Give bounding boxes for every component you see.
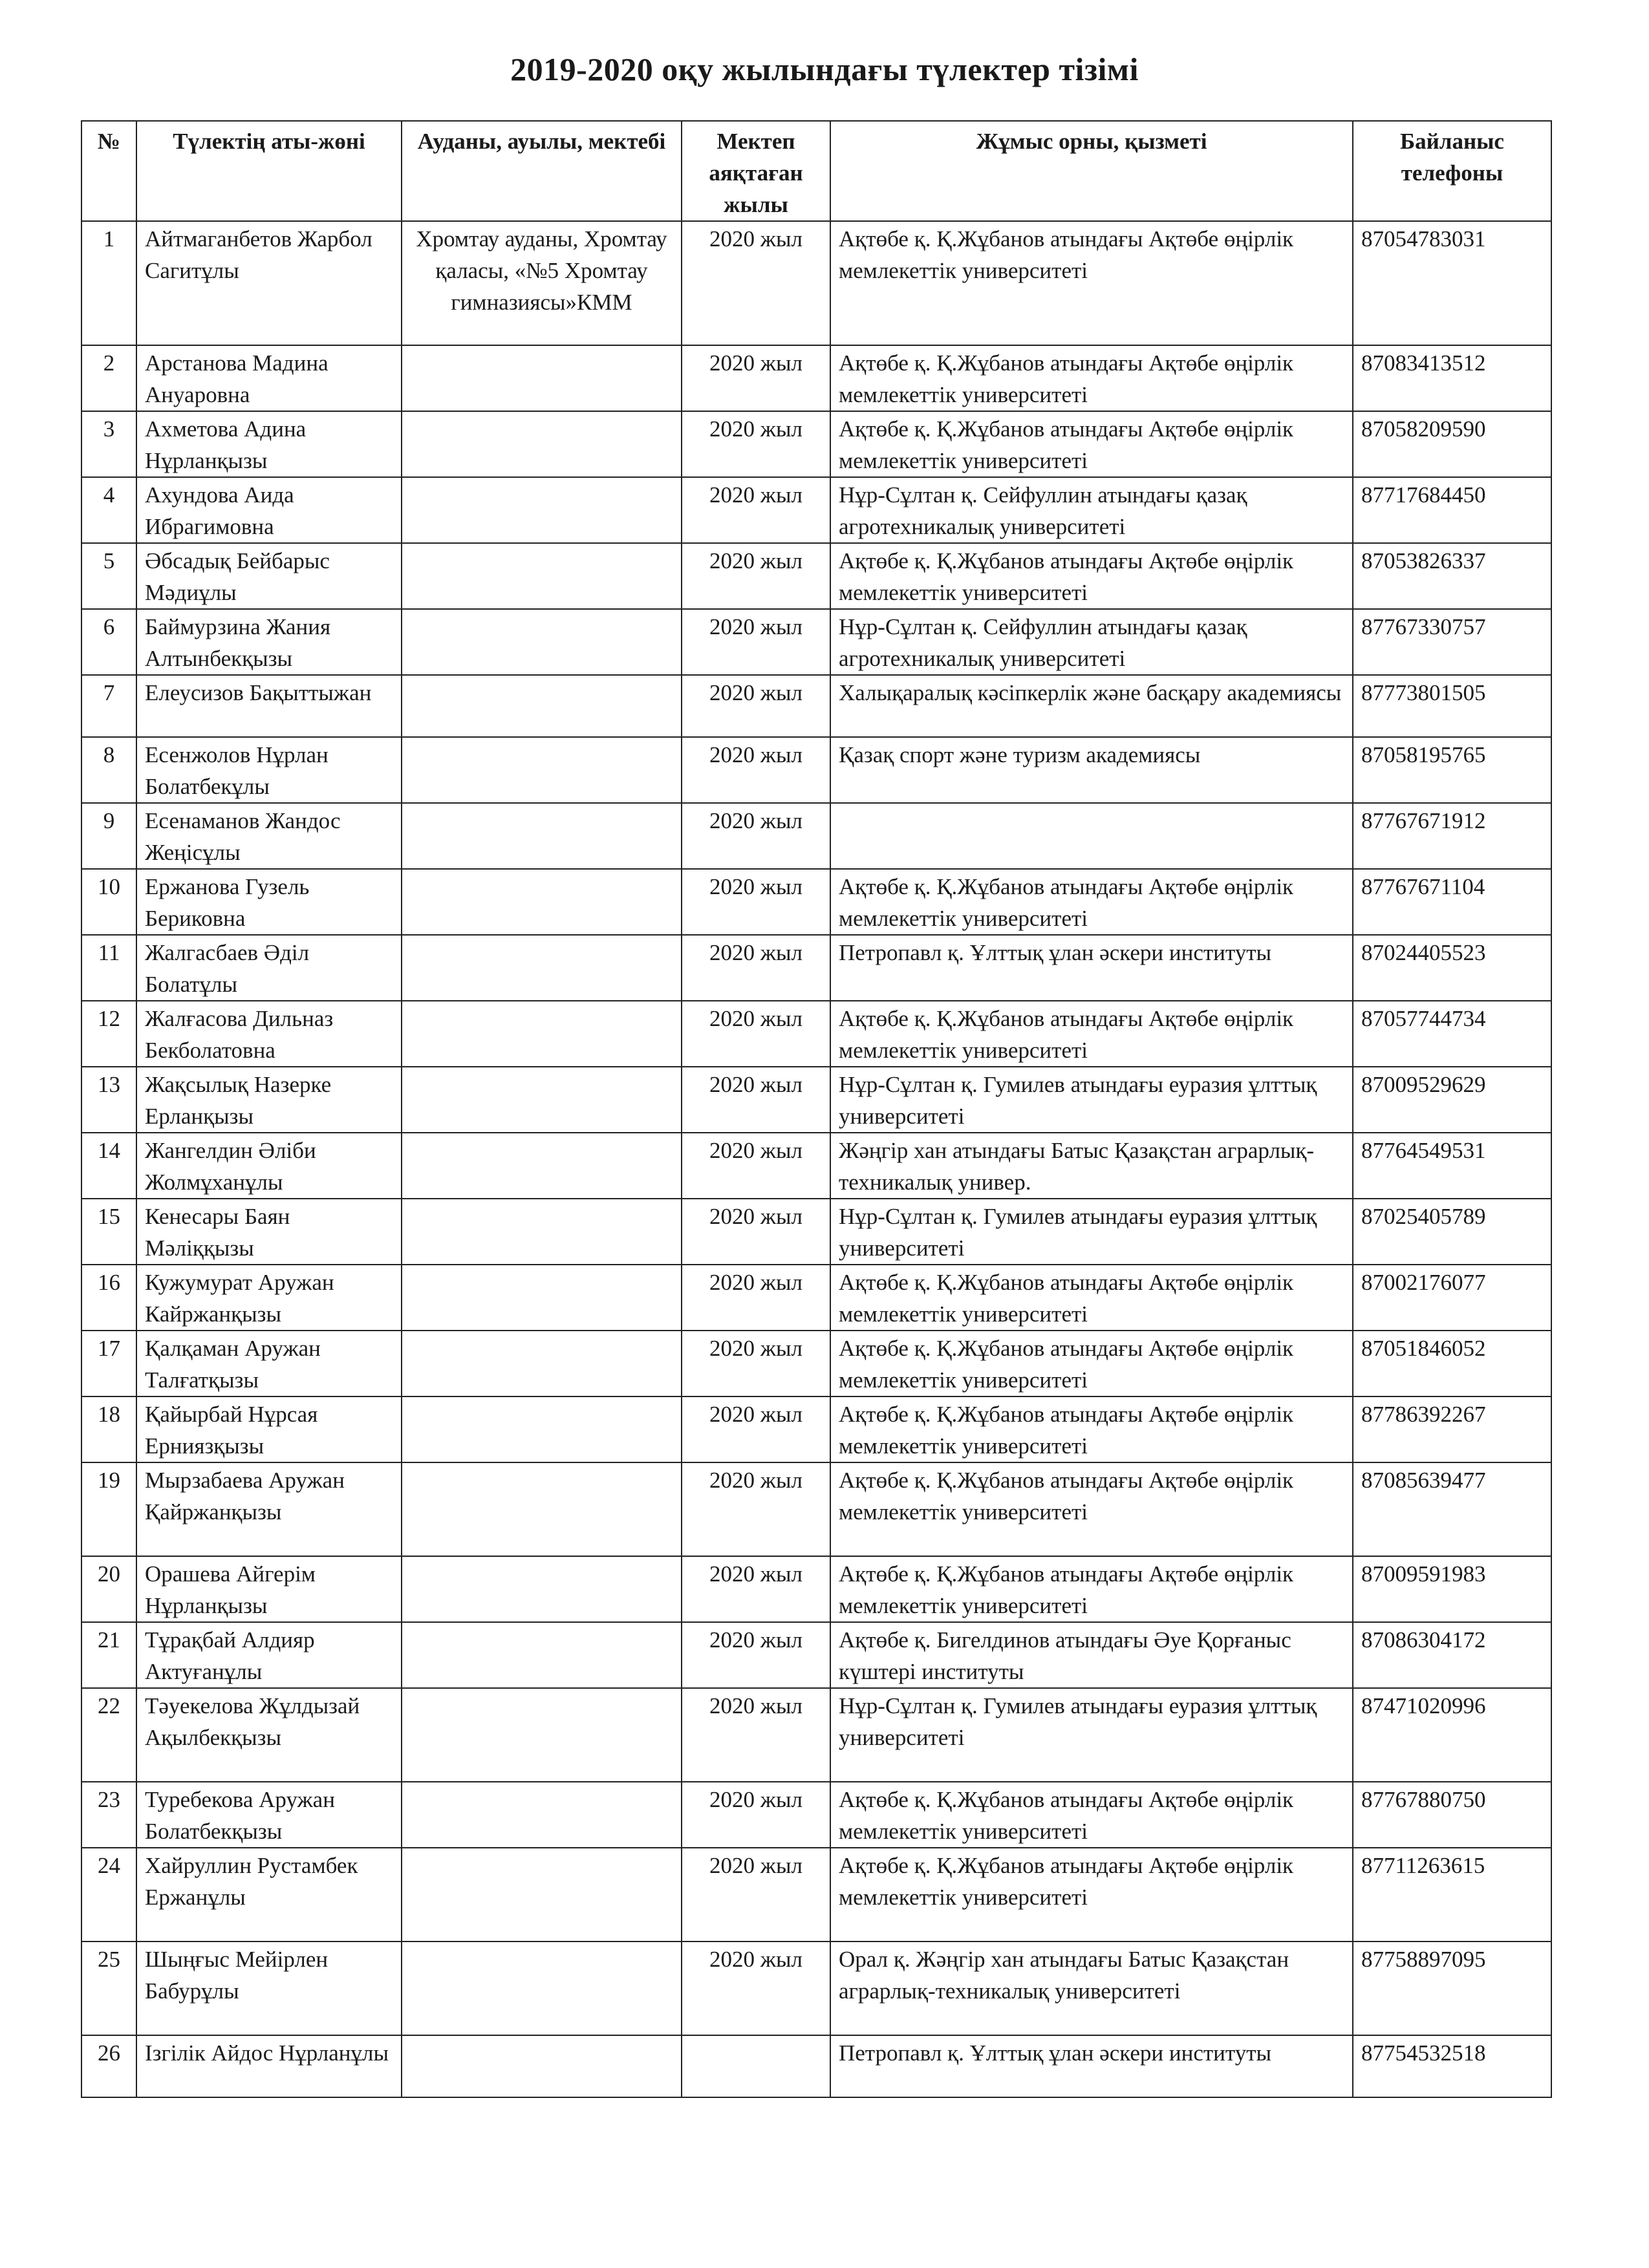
row-year: 2020 жыл [682, 803, 830, 869]
row-year: 2020 жыл [682, 1462, 830, 1556]
row-phone: 87758897095 [1353, 1942, 1551, 2035]
row-num: 13 [81, 1067, 136, 1133]
row-year: 2020 жыл [682, 609, 830, 675]
row-num: 24 [81, 1848, 136, 1942]
header-name: Түлектің аты-жөні [136, 121, 402, 221]
row-work: Ақтөбе қ. Қ.Жұбанов атындағы Ақтөбе өңірлік мемлекеттік университеті [830, 1782, 1353, 1848]
header-school: Ауданы, ауылы, мектебі [402, 121, 682, 221]
row-name: Хайруллин Рустамбек Ержанұлы [136, 1848, 402, 1942]
table-row [81, 1782, 1551, 1848]
row-num: 5 [81, 543, 136, 609]
row-phone: 87009529629 [1353, 1067, 1551, 1133]
row-num: 4 [81, 477, 136, 543]
row-name: Туребекова Аружан Болатбекқызы [136, 1782, 402, 1848]
row-work: Ақтөбе қ. Қ.Жұбанов атындағы Ақтөбе өңірлік мемлекеттік университеті [830, 1001, 1353, 1067]
table-row [81, 1133, 1551, 1199]
row-num: 17 [81, 1331, 136, 1396]
row-name: Жалғасова Дильназ Бекболатовна [136, 1001, 402, 1067]
row-year: 2020 жыл [682, 1265, 830, 1331]
row-num: 2 [81, 345, 136, 411]
row-num: 12 [81, 1001, 136, 1067]
row-year: 2020 жыл [682, 1396, 830, 1462]
row-work: Ақтөбе қ. Қ.Жұбанов атындағы Ақтөбе өңірлік мемлекеттік университеті [830, 1556, 1353, 1622]
row-name: Ахметова Адина Нұрланқызы [136, 411, 402, 477]
row-name: Тұрақбай Алдияр Актуғанұлы [136, 1622, 402, 1688]
row-work: Ақтөбе қ. Қ.Жұбанов атындағы Ақтөбе өңірлік мемлекеттік университеті [830, 543, 1353, 609]
row-work: Ақтөбе қ. Қ.Жұбанов атындағы Ақтөбе өңірлік мемлекеттік университеті [830, 1396, 1353, 1462]
row-name: Ізгілік Айдос Нұрланұлы [136, 2035, 402, 2097]
row-num: 6 [81, 609, 136, 675]
row-school [402, 1688, 682, 1782]
row-name: Арстанова Мадина Ануаровна [136, 345, 402, 411]
header-work: Жұмыс орны, қызметі [830, 121, 1353, 221]
row-school [402, 1133, 682, 1199]
row-year: 2020 жыл [682, 1942, 830, 2035]
row-name: Жалгасбаев Әділ Болатұлы [136, 935, 402, 1001]
row-school [402, 477, 682, 543]
row-work: Петропавл қ. Ұлттық ұлан әскери институты [830, 935, 1353, 1001]
row-num: 19 [81, 1462, 136, 1556]
row-work: Петропавл қ. Ұлттық ұлан әскери институты [830, 2035, 1353, 2097]
row-work: Нұр-Сұлтан қ. Гумилев атындағы еуразия ұлттық университеті [830, 1199, 1353, 1265]
row-name: Тәуекелова Жұлдызай Ақылбекқызы [136, 1688, 402, 1782]
row-year: 2020 жыл [682, 935, 830, 1001]
row-school [402, 1396, 682, 1462]
row-year: 2020 жыл [682, 1199, 830, 1265]
row-school [402, 411, 682, 477]
row-num: 8 [81, 737, 136, 803]
row-phone: 87083413512 [1353, 345, 1551, 411]
table-row [81, 1942, 1551, 2035]
row-school [402, 609, 682, 675]
row-school [402, 803, 682, 869]
row-year: 2020 жыл [682, 1688, 830, 1782]
row-year: 2020 жыл [682, 543, 830, 609]
row-work: Ақтөбе қ. Бигелдинов атындағы Әуе Қорғаныс күштері институты [830, 1622, 1353, 1688]
row-year: 2020 жыл [682, 477, 830, 543]
table-row [81, 1396, 1551, 1462]
row-school [402, 543, 682, 609]
row-num: 9 [81, 803, 136, 869]
row-phone: 87767880750 [1353, 1782, 1551, 1848]
row-school [402, 1331, 682, 1396]
row-year: 2020 жыл [682, 1133, 830, 1199]
row-phone: 87051846052 [1353, 1331, 1551, 1396]
row-phone: 87057744734 [1353, 1001, 1551, 1067]
row-num: 1 [81, 221, 136, 345]
row-name: Мырзабаева Аружан Қайржанқызы [136, 1462, 402, 1556]
row-num: 3 [81, 411, 136, 477]
row-year: 2020 жыл [682, 1067, 830, 1133]
row-work: Ақтөбе қ. Қ.Жұбанов атындағы Ақтөбе өңірлік мемлекеттік университеті [830, 221, 1353, 345]
row-num: 23 [81, 1782, 136, 1848]
row-school [402, 1265, 682, 1331]
row-phone: 87767330757 [1353, 609, 1551, 675]
table-row [81, 609, 1551, 675]
row-name: Баймурзина Жания Алтынбекқызы [136, 609, 402, 675]
page-title: 2019-2020 оқу жылындағы түлектер тізімі [510, 51, 1139, 87]
row-year: 2020 жыл [682, 1331, 830, 1396]
row-school [402, 1067, 682, 1133]
row-phone: 87767671104 [1353, 869, 1551, 935]
table-row [81, 2035, 1551, 2097]
row-name: Елеусизов Бақыттыжан [136, 675, 402, 737]
row-year: 2020 жыл [682, 1001, 830, 1067]
row-name: Есенаманов Жандос Жеңісұлы [136, 803, 402, 869]
row-school [402, 1001, 682, 1067]
row-work: Нұр-Сұлтан қ. Гумилев атындағы еуразия ұлттық университеті [830, 1067, 1353, 1133]
row-num: 20 [81, 1556, 136, 1622]
row-num: 7 [81, 675, 136, 737]
row-num: 21 [81, 1622, 136, 1688]
row-phone: 87786392267 [1353, 1396, 1551, 1462]
row-work: Ақтөбе қ. Қ.Жұбанов атындағы Ақтөбе өңірлік мемлекеттік университеті [830, 345, 1353, 411]
row-school [402, 935, 682, 1001]
table-row [81, 1331, 1551, 1396]
header-year: Мектеп аяқтаған жылы [682, 121, 830, 221]
row-num: 14 [81, 1133, 136, 1199]
row-name: Ахундова Аида Ибрагимовна [136, 477, 402, 543]
row-school [402, 1622, 682, 1688]
row-num: 25 [81, 1942, 136, 2035]
row-name: Орашева Айгерім Нұрланқызы [136, 1556, 402, 1622]
row-year: 2020 жыл [682, 345, 830, 411]
row-school [402, 737, 682, 803]
row-phone: 87711263615 [1353, 1848, 1551, 1942]
table-row [81, 345, 1551, 411]
table-row [81, 1001, 1551, 1067]
row-work: Ақтөбе қ. Қ.Жұбанов атындағы Ақтөбе өңірлік мемлекеттік университеті [830, 869, 1353, 935]
row-phone: 87054783031 [1353, 221, 1551, 345]
row-school [402, 345, 682, 411]
row-work: Жәңгір хан атындағы Батыс Қазақстан аграрлық-техникалық универ. [830, 1133, 1353, 1199]
row-phone: 87058195765 [1353, 737, 1551, 803]
table-row [81, 1622, 1551, 1688]
row-year: 2020 жыл [682, 1782, 830, 1848]
row-work: Ақтөбе қ. Қ.Жұбанов атындағы Ақтөбе өңірлік мемлекеттік университеті [830, 1462, 1353, 1556]
row-name: Жангелдин Әліби Жолмұханұлы [136, 1133, 402, 1199]
row-name: Ержанова Гузель Бериковна [136, 869, 402, 935]
table-row [81, 1199, 1551, 1265]
row-name: Кужумурат Аружан Кайржанқызы [136, 1265, 402, 1331]
row-school [402, 1556, 682, 1622]
row-phone: 87773801505 [1353, 675, 1551, 737]
row-phone: 87024405523 [1353, 935, 1551, 1001]
table-row [81, 869, 1551, 935]
row-phone: 87085639477 [1353, 1462, 1551, 1556]
row-name: Қалқаман Аружан Талғатқызы [136, 1331, 402, 1396]
table-row [81, 1688, 1551, 1782]
table-row [81, 803, 1551, 869]
row-school [402, 1942, 682, 2035]
row-phone: 87025405789 [1353, 1199, 1551, 1265]
row-phone: 87754532518 [1353, 2035, 1551, 2097]
table-row [81, 1848, 1551, 1942]
row-year: 2020 жыл [682, 675, 830, 737]
row-year: 2020 жыл [682, 737, 830, 803]
row-name: Кенесары Баян Мәліққызы [136, 1199, 402, 1265]
table-row [81, 543, 1551, 609]
row-name: Жақсылық Назерке Ерланқызы [136, 1067, 402, 1133]
row-school [402, 1782, 682, 1848]
row-phone: 87086304172 [1353, 1622, 1551, 1688]
row-work [830, 803, 1353, 869]
row-year: 2020 жыл [682, 1622, 830, 1688]
row-work: Ақтөбе қ. Қ.Жұбанов атындағы Ақтөбе өңірлік мемлекеттік университеті [830, 1331, 1353, 1396]
table-row [81, 1067, 1551, 1133]
row-work: Ақтөбе қ. Қ.Жұбанов атындағы Ақтөбе өңірлік мемлекеттік университеті [830, 1848, 1353, 1942]
row-work: Нұр-Сұлтан қ. Сейфуллин атындағы қазақ агротехникалық университеті [830, 609, 1353, 675]
row-phone: 87717684450 [1353, 477, 1551, 543]
row-work: Орал қ. Жәңгір хан атындағы Батыс Қазақстан аграрлық-техникалық университеті [830, 1942, 1353, 2035]
row-name: Есенжолов Нұрлан Болатбекұлы [136, 737, 402, 803]
row-work: Нұр-Сұлтан қ. Гумилев атындағы еуразия ұлттық университеті [830, 1688, 1353, 1782]
row-num: 11 [81, 935, 136, 1001]
row-year: 2020 жыл [682, 221, 830, 345]
row-year: 2020 жыл [682, 869, 830, 935]
table-row [81, 675, 1551, 737]
row-num: 10 [81, 869, 136, 935]
row-num: 22 [81, 1688, 136, 1782]
table-row [81, 1265, 1551, 1331]
row-school [402, 2035, 682, 2097]
row-work: Ақтөбе қ. Қ.Жұбанов атындағы Ақтөбе өңірлік мемлекеттік университеті [830, 1265, 1353, 1331]
header-phone: Байланыс телефоны [1353, 121, 1551, 221]
table-row [81, 411, 1551, 477]
row-name: Айтмаганбетов Жарбол Сагитұлы [136, 221, 402, 345]
row-year: 2020 жыл [682, 1848, 830, 1942]
row-year [682, 2035, 830, 2097]
row-school [402, 1462, 682, 1556]
row-name: Шыңғыс Мейірлен Бабурұлы [136, 1942, 402, 2035]
table-row [81, 737, 1551, 803]
row-phone: 87002176077 [1353, 1265, 1551, 1331]
table-row [81, 1556, 1551, 1622]
table-row [81, 1462, 1551, 1556]
header-num: № [81, 121, 136, 221]
row-phone: 87767671912 [1353, 803, 1551, 869]
row-work: Қазақ спорт және туризм академиясы [830, 737, 1353, 803]
row-phone: 87471020996 [1353, 1688, 1551, 1782]
row-name: Қайырбай Нұрсая Ерниязқызы [136, 1396, 402, 1462]
table-row [81, 477, 1551, 543]
row-num: 15 [81, 1199, 136, 1265]
row-year: 2020 жыл [682, 1556, 830, 1622]
row-name: Әбсадық Бейбарыс Мәдиұлы [136, 543, 402, 609]
table-row [81, 935, 1551, 1001]
row-phone: 87764549531 [1353, 1133, 1551, 1199]
table-row [81, 221, 1551, 345]
row-year: 2020 жыл [682, 411, 830, 477]
row-school [402, 1848, 682, 1942]
row-school [402, 1199, 682, 1265]
row-phone: 87058209590 [1353, 411, 1551, 477]
row-num: 26 [81, 2035, 136, 2097]
row-phone: 87009591983 [1353, 1556, 1551, 1622]
graduates-table [81, 120, 1552, 2098]
row-num: 18 [81, 1396, 136, 1462]
row-school [402, 675, 682, 737]
row-school: Хромтау ауданы, Хромтау қаласы, «№5 Хромтау гимназиясы»КММ [402, 221, 682, 345]
row-work: Ақтөбе қ. Қ.Жұбанов атындағы Ақтөбе өңірлік мемлекеттік университеті [830, 411, 1353, 477]
row-num: 16 [81, 1265, 136, 1331]
row-work: Халықаралық кәсіпкерлік және басқару академиясы [830, 675, 1353, 737]
row-work: Нұр-Сұлтан қ. Сейфуллин атындағы қазақ агротехникалық университеті [830, 477, 1353, 543]
table-header-row [81, 121, 1551, 221]
row-phone: 87053826337 [1353, 543, 1551, 609]
row-school [402, 869, 682, 935]
